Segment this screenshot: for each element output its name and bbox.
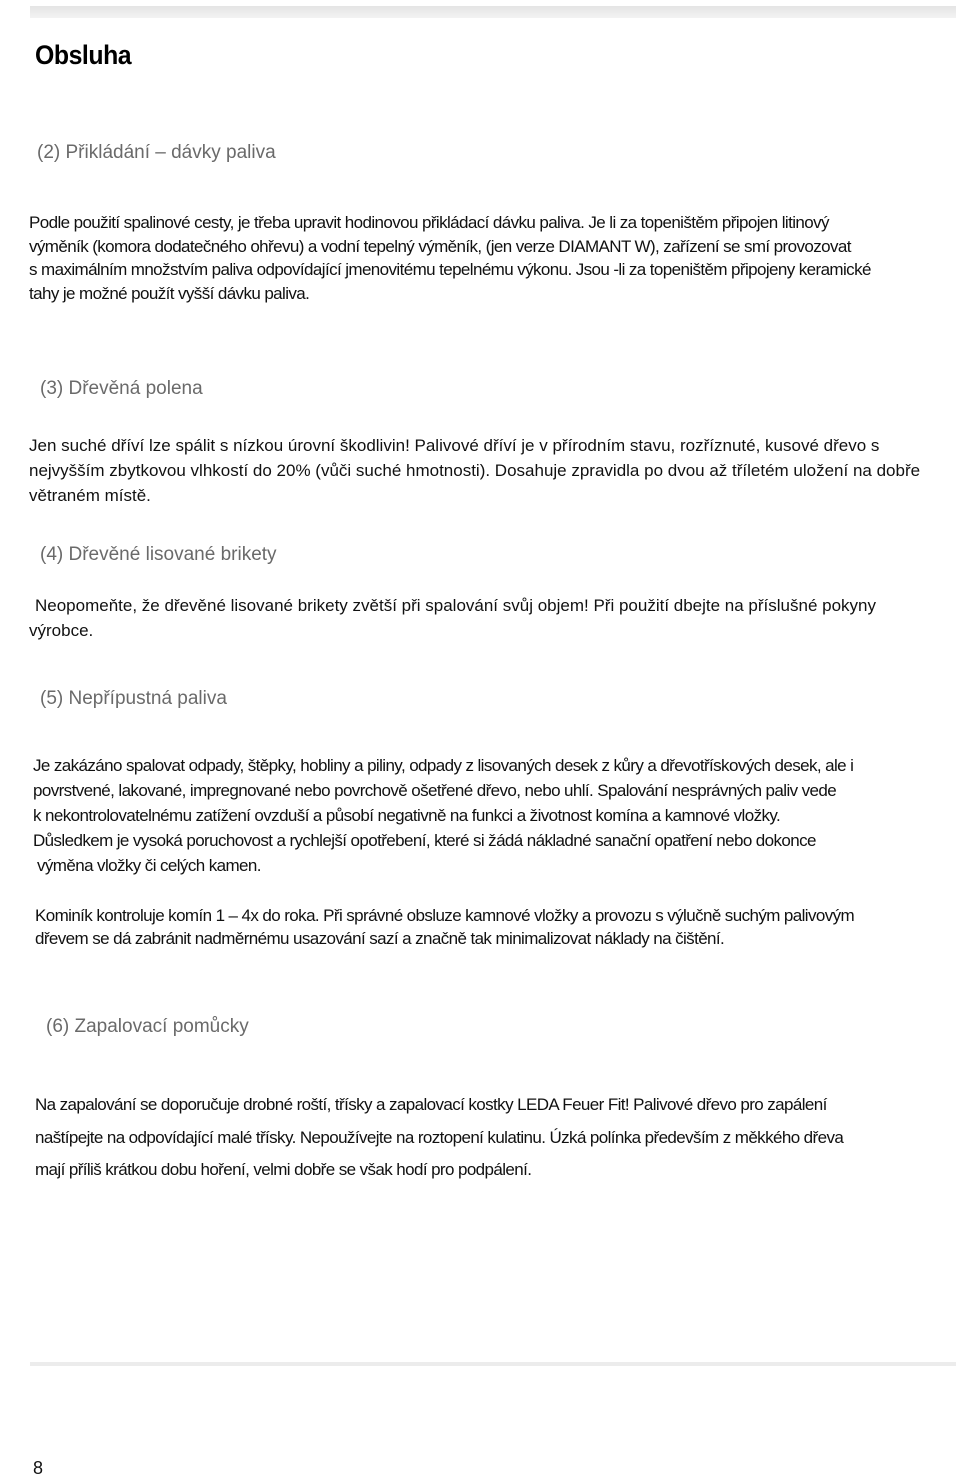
page-number: 8 bbox=[33, 1458, 44, 1478]
text-line: k nekontrolovatelnému zatížení ovzduší a působí negativně na funkci a životnost komína a kamnové vložky. bbox=[33, 806, 781, 825]
section-heading-drevena-polena: (3) Dřevěná polena bbox=[40, 378, 203, 399]
text-line: tahy je možné použít vyšší dávku paliva. bbox=[29, 283, 310, 303]
text-line: nejvyšším zbytkovou vlhkostí do 20% (vůči suché hmotnosti). Dosahuje zpravidla po dvou až tříletém uložení na dobře bbox=[29, 461, 921, 480]
text-line: Neopomeňte, že dřevěné lisované brikety zvětší při spalování svůj objem! Při použití dbejte na příslušné pokyny bbox=[35, 596, 877, 615]
text-line: Podle použití spalinové cesty, je třeba upravit hodinovou přikládací dávku paliva. Je li za topeništěm připojen litinový bbox=[29, 213, 829, 232]
section-heading-brikety: (4) Dřevěné lisované brikety bbox=[40, 544, 277, 565]
paragraph-zapalovaci-pomucky bbox=[35, 1089, 843, 1187]
section-heading-prikladani: (2) Přikládání – dávky paliva bbox=[37, 142, 276, 163]
footer-rule bbox=[30, 1362, 956, 1366]
text-line: Jen suché dříví lze spálit s nízkou úrovní škodlivin! Palivové dříví je v přírodním stavu, rozříznuté, kusové dřevo s bbox=[29, 436, 880, 455]
text-line: Na zapalování se doporučuje drobné roští, třísky a zapalovací kostky LEDA Feuer Fit! Palivové dřevo pro zapálení bbox=[35, 1095, 827, 1114]
paragraph-neprípustna-paliva bbox=[33, 753, 853, 878]
header-rule bbox=[30, 6, 956, 18]
text-line: Je zakázáno spalovat odpady, štěpky, hobliny a piliny, odpady z lisovaných desek z kůry a dřevotřískových desek, ale i bbox=[33, 756, 854, 775]
section-heading-neprípustna-paliva: (5) Nepřípustná paliva bbox=[40, 688, 227, 709]
text-line: dřevem se dá zabránit nadměrnému usazování sazí a značně tak minimalizovat náklady na čištění. bbox=[35, 929, 725, 948]
text-line: mají příliš krátkou dobu hoření, velmi dobře se však hodí pro podpálení. bbox=[35, 1160, 532, 1179]
paragraph-drevena-polena bbox=[29, 433, 920, 508]
text-line: výměník (komora dodatečného ohřevu) a vodní tepelný výměník, (jen verze DIAMANT W), zařízení se smí provozovat bbox=[29, 236, 851, 256]
text-line: Kominík kontroluje komín 1 – 4x do roka. Při správné obsluze kamnové vložky a provozu s výlučně suchým palivovým bbox=[35, 906, 855, 925]
page-title: Obsluha bbox=[35, 40, 132, 70]
paragraph-kominik bbox=[35, 904, 854, 950]
paragraph-prikladani bbox=[29, 211, 871, 305]
text-line: výrobce. bbox=[29, 621, 94, 640]
text-line: s maximálním množstvím paliva odpovídající jmenovitému tepelnému výkonu. Jsou -li za topeništěm připojeny keramické bbox=[29, 260, 871, 279]
text-line: větraném místě. bbox=[29, 486, 151, 505]
text-line: výměna vložky či celých kamen. bbox=[37, 856, 261, 875]
text-line: povrstvené, lakované, impregnované nebo povrchově ošetřené dřevo, nebo uhlí. Spalování nesprávných paliv vede bbox=[33, 781, 837, 800]
paragraph-brikety bbox=[29, 593, 876, 643]
text-line: naštípejte na odpovídající malé třísky. Nepoužívejte na roztopení kulatinu. Úzká polínka především z měkkého dřeva bbox=[35, 1127, 844, 1147]
section-heading-zapalovaci-pomucky: (6) Zapalovací pomůcky bbox=[46, 1016, 249, 1037]
text-line: Důsledkem je vysoká poruchovost a rychlejší opotřebení, které si žádá nákladné sanační opatření nebo dokonce bbox=[33, 831, 816, 850]
